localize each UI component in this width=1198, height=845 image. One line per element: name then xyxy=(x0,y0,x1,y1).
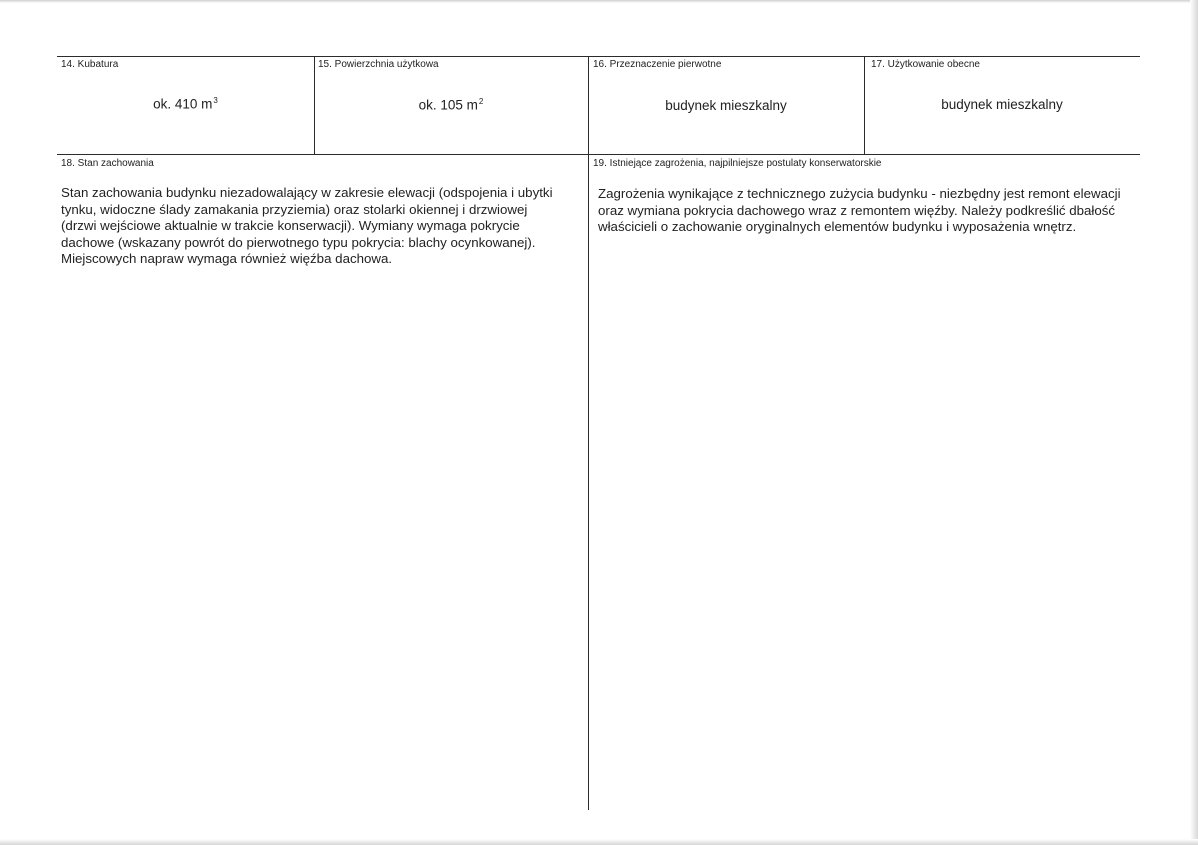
scan-edge-top xyxy=(0,0,1198,3)
row-divider xyxy=(57,154,1140,155)
condition-line: dachowe (wskazany powrót do pierwotnego typu pokrycia: blachy ocynkowanej). xyxy=(61,234,536,250)
field-17-value: budynek mieszkalny xyxy=(941,97,1063,112)
threats-line: oraz wymiana pokrycia dachowego wraz z remontem więźby. Należy podkreślić dbałość xyxy=(598,202,1116,218)
field-14-value-text: ok. 410 m xyxy=(153,96,213,112)
field-14-value xyxy=(57,96,314,112)
threats-line: właścicieli o zachowanie oryginalnych elementów budynku i wyposażenia wnętrz. xyxy=(598,219,1077,235)
condition-text xyxy=(61,185,583,268)
condition-line: Stan zachowania budynku niezadowalający w zakresie elewacji (odspojenia i ubytki xyxy=(61,185,553,200)
field-15-unit-exponent: 2 xyxy=(478,97,484,106)
column-divider-2 xyxy=(588,56,589,810)
condition-label: 18. Stan zachowania xyxy=(61,158,154,169)
field-16-value: budynek mieszkalny xyxy=(665,98,787,113)
scan-edge-right xyxy=(1190,0,1198,845)
field-15-value xyxy=(314,97,588,113)
field-14-unit-exponent: 3 xyxy=(213,96,218,105)
threats-label: 19. Istniejące zagrożenia, najpilniejsze postulaty konserwatorskie xyxy=(593,158,882,169)
field-16-label: 16. Przeznaczenie pierwotne xyxy=(593,59,722,70)
condition-line: Miejscowych napraw wymaga również więźba dachowa. xyxy=(61,251,393,267)
field-17-label: 17. Użytkowanie obecne xyxy=(871,59,980,70)
threats-text xyxy=(598,186,1138,236)
table-top-border xyxy=(57,56,1140,57)
field-15-value-text: ok. 105 m xyxy=(418,97,478,113)
scan-edge-bottom xyxy=(0,839,1198,845)
condition-line: tynku, widoczne ślady zamakania przyziemia) oraz stolarki okiennej i drzwiowej xyxy=(61,201,528,217)
threats-line: Zagrożenia wynikające z technicznego zużycia budynku - niezbędny jest remont elewacji xyxy=(598,186,1121,201)
condition-line: (drzwi wejściowe aktualnie w trakcie konserwacji). Wymiany wymaga pokrycie xyxy=(61,218,520,234)
field-14-label: 14. Kubatura xyxy=(61,59,119,70)
field-15-label: 15. Powierzchnia użytkowa xyxy=(318,59,439,70)
